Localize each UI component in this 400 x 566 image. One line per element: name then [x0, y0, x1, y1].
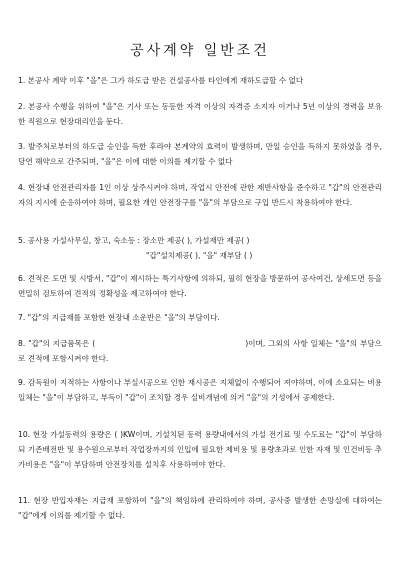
clause-5	[18, 233, 382, 263]
page-title: 공사계약 일반조건	[130, 43, 270, 59]
clause-11	[18, 493, 382, 523]
clause-10-text: 10. 현장 가설동력의 용량은 ( )KW이며, 기설치된 동력 용량내에서의 가설 전기료 및 수도료는 "갑"이 부담하되 기존배전반 및 용수원으로부터 작업장까지의 인입에 필요한 제비용 및 용량초과로 인한 자재 및 인건비등 추가비용은 "을"이 부담하며 안전장치를 설치후 사용하여야 한다.	[18, 430, 382, 469]
clause-5-line-2: "갑"설치제공( ), "을" 재부담 ( )	[146, 251, 253, 260]
clause-8-text-end: )이며, 그외의 사항 일체는 "을"의 부담으로 견적에 포함시켜야 한다.	[18, 339, 382, 363]
clause-5-line-1: 5. 공사용 가설사무실, 창고, 숙소등 : 장소만 제공( ), 가설재만 제공( )	[18, 236, 250, 245]
clause-2-text: 2. 본공사 수행을 위하여 "을"은 기사 또는 동등한 자격 이상의 자격증 소지자 이거나 5년 이상의 경력을 보유한 직원으로 현장대리인을 둔다.	[18, 102, 382, 126]
clause-1	[18, 73, 382, 88]
clause-8-text-start: 8. "갑"의 지급품목은 (	[18, 339, 96, 348]
clause-9-text: 9. 감독원이 지적하는 사항이나 부실시공으로 인한 재시공은 지체없이 수행되어 져야하며, 이에 소요되는 비용 일체는 "을"이 부담하고, 부득이 "갑"이 조치할 경우 실비개념에 의거 "을"의 기성에서 공제한다.	[18, 378, 382, 402]
clause-10	[18, 427, 382, 472]
clause-11-text: 11. 현장 반입자재는 지급재 포함하여 "을"의 책임하에 관리하여야 하며, 공사중 발생한 손망실에 대하여는 "갑"에게 이의를 제기할 수 없다.	[18, 496, 382, 520]
clause-1-text: 1. 본공사 계약 이후 "을"은 그가 하도급 받은 건설공사를 타인에게 재하도급할 수 없다	[18, 76, 304, 85]
clause-3-text: 3. 발주처로부터의 하도급 승인을 득한 후라야 본계약의 효력이 발생하며, 만일 승인을 득하지 못하였을 경우, 당연 해약으로 간주되며, "을"은 이에 대한 이의를 제기할 수 없다	[18, 142, 382, 166]
clause-6-text: 6. 견적은 도면 및 시방서, "갑"이 제시하는 특기사항에 의하되, 필히 현장을 방문하여 공사여건, 상세도면 등을 면밀히 검토하여 견적의 정확성을 제고하여야 한다.	[18, 274, 382, 298]
clause-6	[18, 271, 382, 301]
clause-4	[18, 180, 382, 210]
clause-8	[18, 336, 382, 366]
clause-7	[18, 310, 382, 325]
clause-9	[18, 375, 382, 405]
clause-3	[18, 139, 382, 169]
clause-4-text: 4. 현장내 안전관리자를 1인 이상 상주시켜야 하며, 작업시 안전에 관한 제반사항을 준수하고 "갑"의 안전관리자의 지시에 순응하여야 하며, 필요한 개인 안전장구를 "을"의 부담으로 구입 반드시 착용하여야 한다.	[18, 183, 382, 207]
clause-7-text: 7. "갑"의 지급재를 포함한 현장내 소운반은 "을"의 부담이다.	[18, 313, 220, 322]
clause-2	[18, 99, 382, 129]
